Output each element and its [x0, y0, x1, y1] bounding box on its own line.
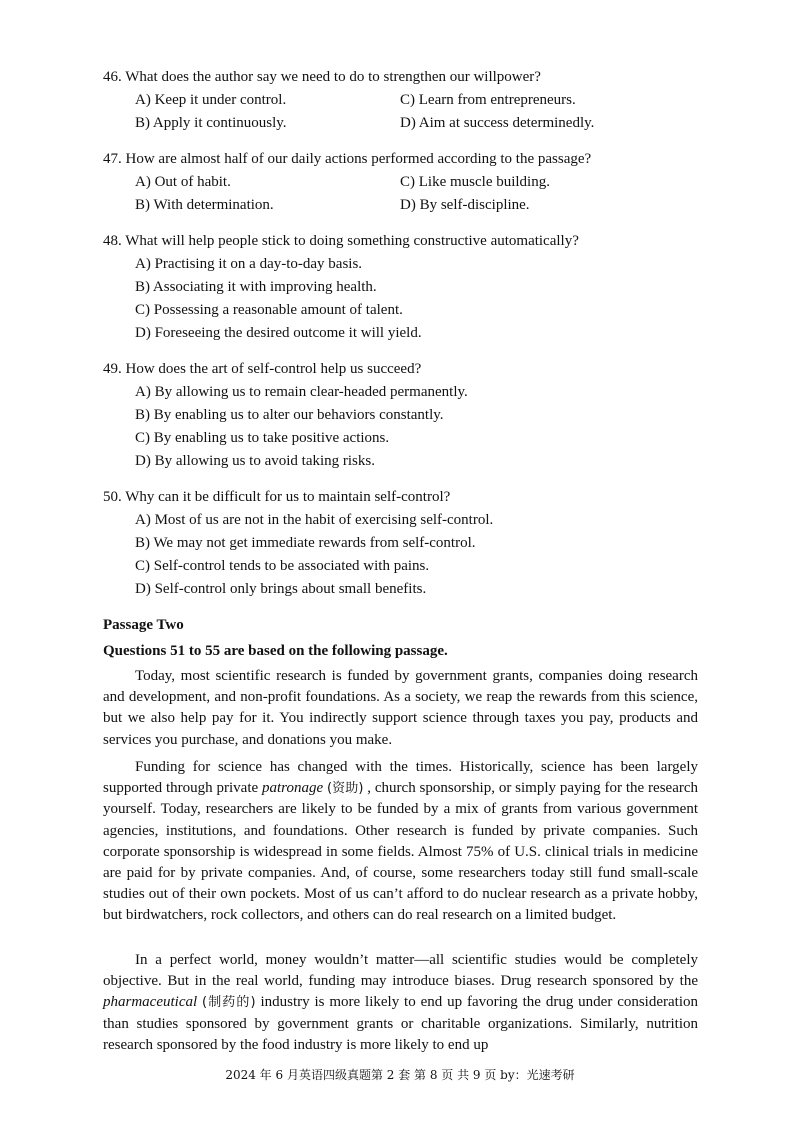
question-46	[103, 66, 703, 135]
options-list	[135, 381, 703, 473]
chinese-gloss: (资助)	[326, 781, 364, 797]
option-d: D) By self-discipline.	[400, 197, 530, 213]
option-d: D) By allowing us to avoid taking risks.	[135, 453, 375, 469]
option-c: C) Like muscle building.	[400, 174, 550, 190]
option-c: C) By enabling us to take positive actions.	[135, 430, 390, 446]
option-c: C) Learn from entrepreneurs.	[400, 92, 576, 108]
option-b: B) With determination.	[135, 197, 274, 213]
option-d: D) Foreseeing the desired outcome it will yield.	[135, 325, 422, 341]
option-a: A) Most of us are not in the habit of exercising self-control.	[135, 512, 494, 528]
question-47	[103, 148, 703, 217]
paragraph-text: industry is more likely to end up favoring the drug under consideration than studies sponsored by government grants or charitable organizations. Similarly, nutrition research sponsored by the food industry is more likely to end up	[103, 994, 698, 1053]
chinese-gloss: (制药的)	[202, 995, 256, 1011]
question-stem: 46. What does the author say we need to do to strengthen our willpower?	[103, 69, 541, 85]
paragraph-3	[103, 950, 698, 1056]
options-list	[135, 253, 703, 345]
paragraph-text: In a perfect world, money wouldn’t matter—all scientific studies would be completely objective. But in the real world, funding may introduce biases. Drug research sponsored by the	[103, 952, 698, 990]
paragraph-1: Today, most scientific research is funded by government grants, companies doing research and development, and non-profit foundations. As a society, we reap the rewards from this science, but we also help pay for it. You indirectly support science through taxes you pay, products and services you purchase, and donations you make.	[103, 668, 698, 748]
passage-instruction: Questions 51 to 55 are based on the following passage.	[103, 643, 448, 659]
options-grid	[135, 89, 703, 135]
question-stem: 50. Why can it be difficult for us to maintain self-control?	[103, 489, 451, 505]
option-b: B) By enabling us to alter our behaviors constantly.	[135, 407, 444, 423]
paragraph-text: , church sponsorship, or simply paying for the research yourself. Today, researchers are likely to be funded by a mix of grants from various government agencies, institutions, and foundations. Other research is funded by private companies. Such corporate sponsorship is widespread in some fields. Almost 75% of U.S. clinical trials in medicine are paid for by private companies. And, of course, some researchers today still fund small-scale studies out of their own pockets. Most of us can’t afford to do nuclear research as a private hobby, but birdwatchers, rock collectors, and others can do real research on a limited budget.	[103, 780, 699, 924]
question-stem: 49. How does the art of self-control help us succeed?	[103, 361, 422, 377]
passage-title: Passage Two	[103, 617, 184, 633]
paragraph-text: Funding for science has changed with the times. Historically, science has been largely supported through private	[103, 759, 698, 797]
page-footer: 2024 年 6 月英语四级真题第 2 套 第 8 页 共 9 页 by：光速考研	[225, 1068, 575, 1082]
option-d: D) Self-control only brings about small benefits.	[135, 581, 427, 597]
question-stem: 48. What will help people stick to doing something constructive automatically?	[103, 233, 579, 249]
question-50	[103, 486, 703, 601]
question-48	[103, 230, 703, 345]
vocab-term: patronage	[262, 780, 324, 797]
option-a: A) By allowing us to remain clear-headed permanently.	[135, 384, 468, 400]
option-c: C) Self-control tends to be associated with pains.	[135, 558, 430, 574]
option-b: B) Apply it continuously.	[135, 115, 287, 131]
option-c: C) Possessing a reasonable amount of talent.	[135, 302, 403, 318]
option-d: D) Aim at success determinedly.	[400, 115, 595, 131]
option-a: A) Out of habit.	[135, 174, 231, 190]
option-b: B) Associating it with improving health.	[135, 279, 377, 295]
option-a: A) Keep it under control.	[135, 92, 287, 108]
question-49	[103, 358, 703, 473]
option-b: B) We may not get immediate rewards from self-control.	[135, 535, 476, 551]
option-a: A) Practising it on a day-to-day basis.	[135, 256, 363, 272]
vocab-term: pharmaceutical	[103, 994, 198, 1011]
question-stem: 47. How are almost half of our daily actions performed according to the passage?	[103, 151, 592, 167]
paragraph-2	[103, 757, 698, 927]
options-list	[135, 509, 703, 601]
options-grid	[135, 171, 703, 217]
